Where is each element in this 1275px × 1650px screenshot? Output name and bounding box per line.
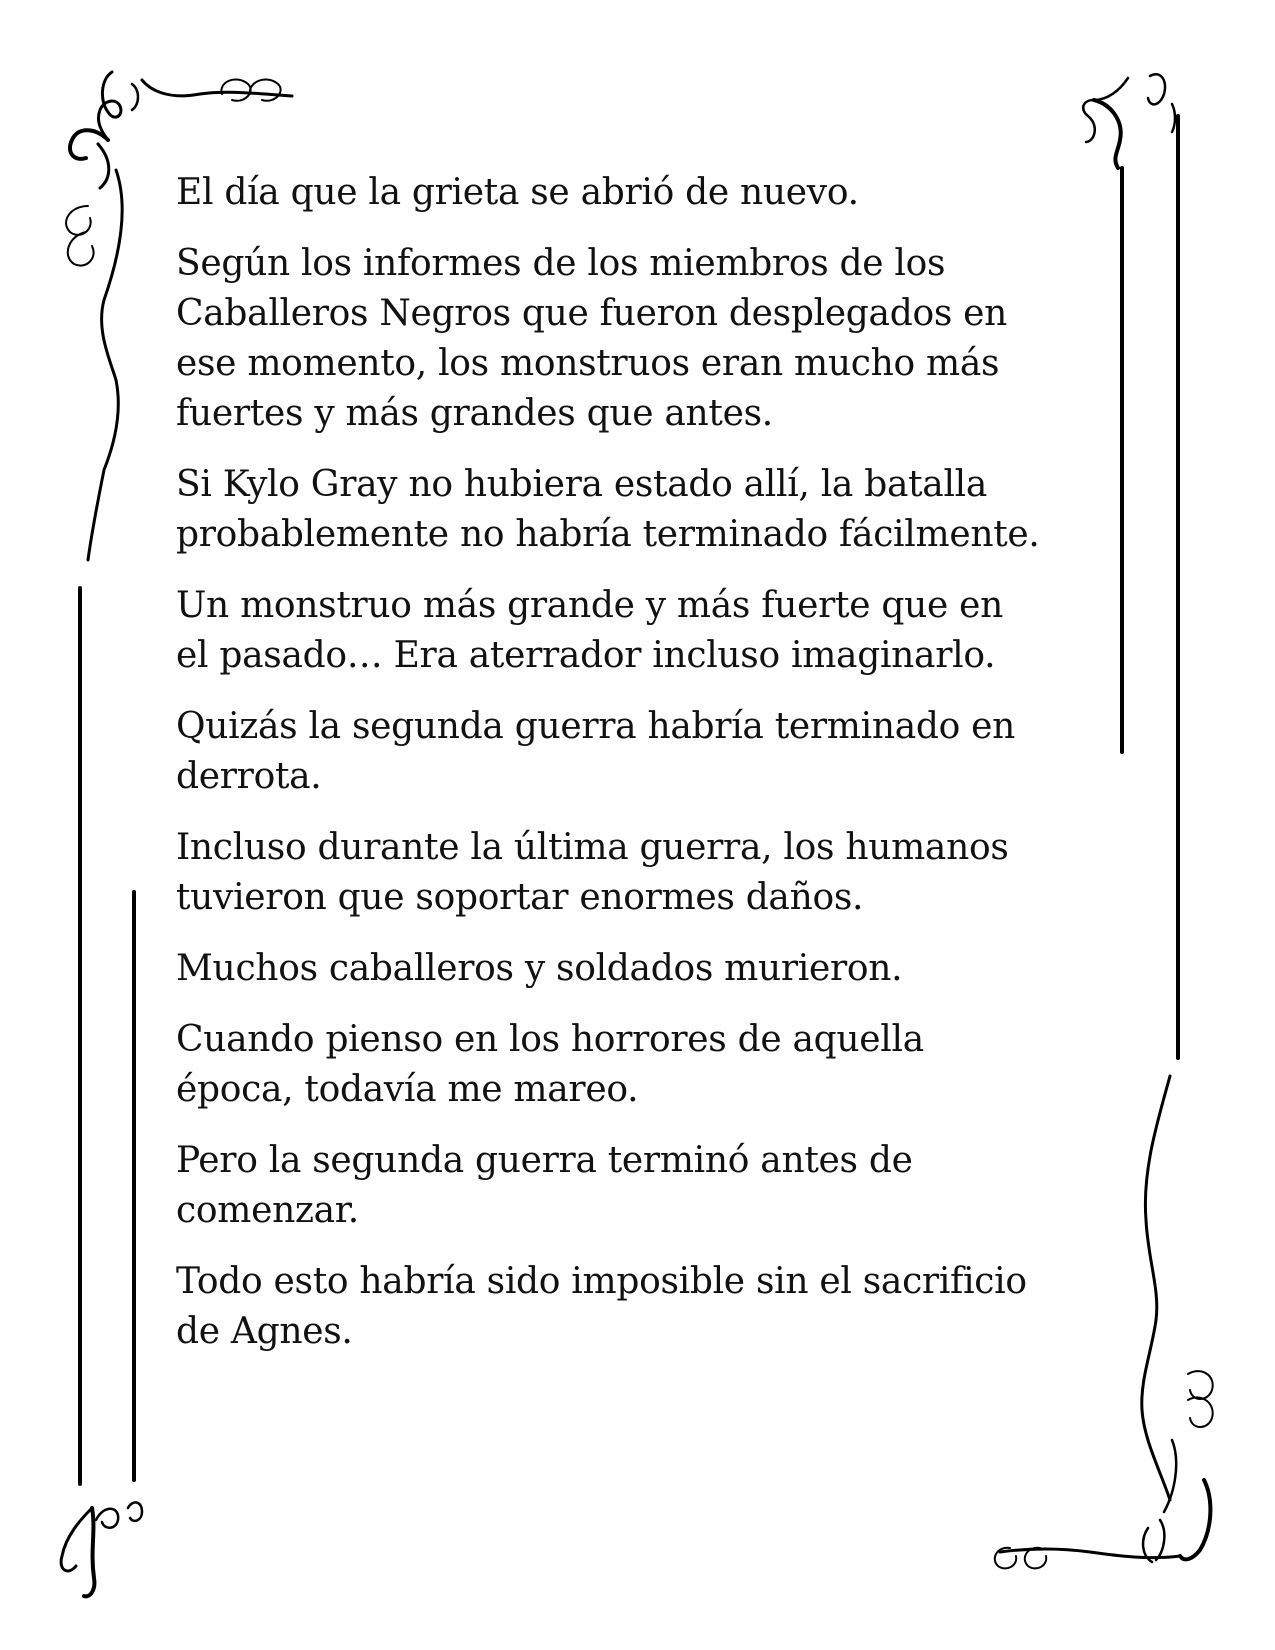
paragraph-2 [176, 239, 1116, 439]
text-line: Quizás la segunda guerra habría terminado en [176, 706, 1016, 747]
text-line: Muchos caballeros y soldados murieron. [176, 948, 903, 989]
paragraph-7 [176, 944, 1116, 994]
flourish-top-right [1083, 74, 1175, 168]
text-line: fuertes y más grandes que antes. [176, 393, 773, 434]
paragraph-10 [176, 1257, 1116, 1357]
paragraph-9 [176, 1136, 1116, 1236]
paragraph-1 [176, 168, 1116, 218]
text-line: derrota. [176, 756, 322, 797]
paragraph-6 [176, 823, 1116, 923]
text-line: Si Kylo Gray no hubiera estado allí, la batalla [176, 464, 988, 505]
text-line: Todo esto habría sido imposible sin el sacrificio [176, 1261, 1027, 1302]
flourish-bottom-left [61, 1502, 142, 1596]
text-line: Pero la segunda guerra terminó antes de [176, 1140, 913, 1181]
text-line: de Agnes. [176, 1311, 353, 1352]
text-line: época, todavía me mareo. [176, 1069, 639, 1110]
text-line: Incluso durante la última guerra, los humanos [176, 827, 1009, 868]
text-line: Cuando pienso en los horrores de aquella [176, 1019, 924, 1060]
text-line: Según los informes de los miembros de los [176, 243, 946, 284]
text-line: Un monstruo más grande y más fuerte que en [176, 585, 1004, 626]
paragraph-5 [176, 702, 1116, 802]
text-line: comenzar. [176, 1190, 359, 1231]
paragraph-4 [176, 581, 1116, 681]
text-line: El día que la grieta se abrió de nuevo. [176, 172, 859, 213]
text-line: tuvieron que soportar enormes daños. [176, 877, 864, 918]
paragraph-3 [176, 460, 1116, 560]
text-line: Caballeros Negros que fueron desplegados en [176, 293, 1008, 334]
paragraph-8 [176, 1015, 1116, 1115]
story-text [176, 168, 1116, 1378]
text-line: el pasado… Era aterrador incluso imaginarlo. [176, 635, 996, 676]
text-line: ese momento, los monstruos eran mucho más [176, 343, 1000, 384]
text-line: probablemente no habría terminado fácilmente. [176, 514, 1040, 555]
